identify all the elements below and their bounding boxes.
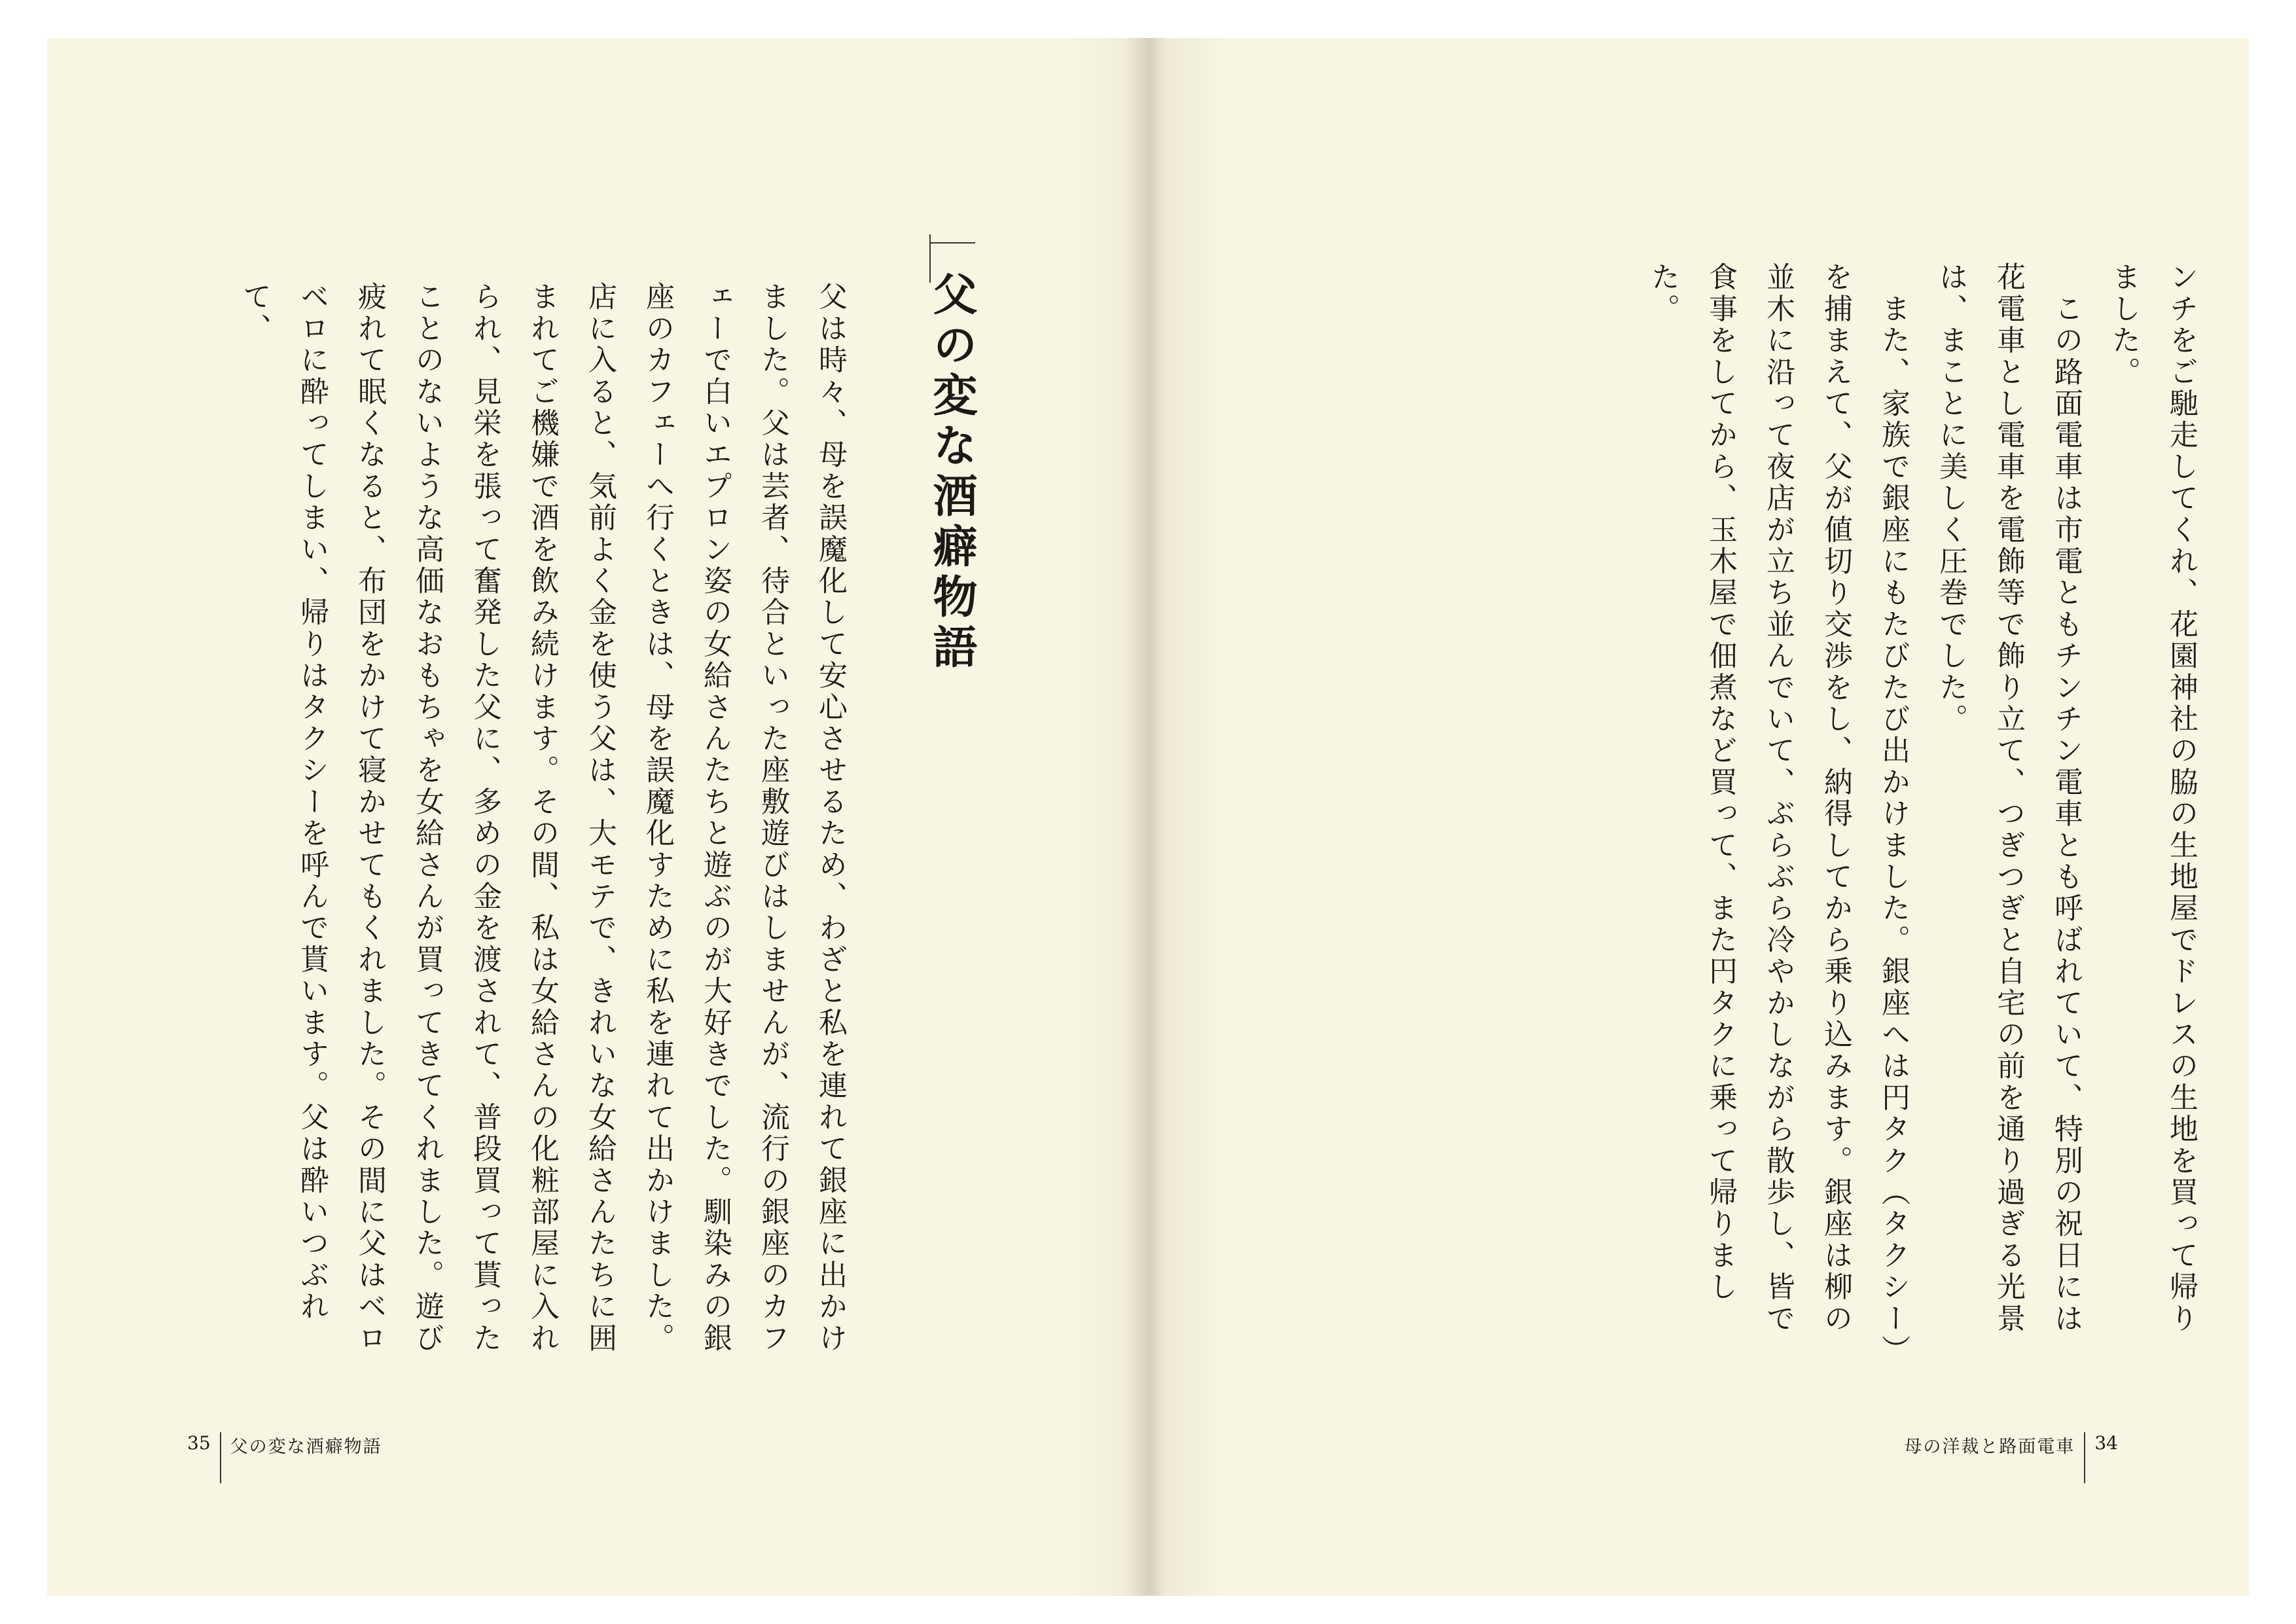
book-spread [47, 38, 2249, 1596]
running-head: 母の洋裁と路面電車 [1904, 1437, 2075, 1457]
right-page [1147, 38, 2249, 1596]
right-page-body-text: ンチをご馳走してくれ、花園神社の脇の生地屋でドレスの生地を買って帰りました。 この路面電車は市電ともチンチン電車とも呼ばれていて、特別の祝日には花電車とし電車を電飾等で飾り立て、つぎつぎと自宅の前を通り過ぎる光景は、まことに美しく圧巻でした。 また、家族で銀座にもたびたび出かけました。銀座へは円タク（タクシー）を捕まえて、父が値切り交渉をし、納得してから乗り込みます。銀座は柳の並木に沿って夜店が立ち並んでいて、ぶらぶら冷やかしながら散歩し、皆で食事をしてから、玉木屋で佃煮など買って、また円タクに乗って帰りました。 [1646, 262, 2198, 1352]
right-page-footer [1904, 1432, 2118, 1483]
page-number: 34 [2094, 1432, 2118, 1454]
left-page [47, 38, 1147, 1596]
footer-divider [2084, 1432, 2085, 1483]
footer-divider [220, 1432, 221, 1483]
running-head: 父の変な酒癖物語 [230, 1437, 382, 1457]
chapter-title: 父の変な酒癖物語 [925, 271, 978, 674]
page-number: 35 [187, 1432, 211, 1454]
left-page-body-text: 父は時々、母を誤魔化して安心させるため、わざと私を連れて銀座に出かけました。父は芸者、待合といった座敷遊びはしませんが、流行の銀座のカフェーで白いエプロン姿の女給さんたちと遊ぶのが大好きでした。馴染みの銀座のカフェーへ行くときは、母を誤魔化すために私を連れて出かけました。店に入ると、気前よく金を使う父は、大モテで、きれいな女給さんたちに囲まれてご機嫌で酒を飲み続けます。その間、私は女給さんの化粧部屋に入れられ、見栄を張って奮発した父に、多めの金を渡されて、普段買って貰ったことのないような高価なおもちゃを女給さんが買ってきてくれました。遊び疲れて眠くなると、布団をかけて寝かせてもくれました。その間に父はベロベロに酔ってしまい、帰りはタクシーを呼んで貰います。父は酔いつぶれて、 [238, 281, 847, 1354]
left-page-footer [187, 1432, 382, 1483]
